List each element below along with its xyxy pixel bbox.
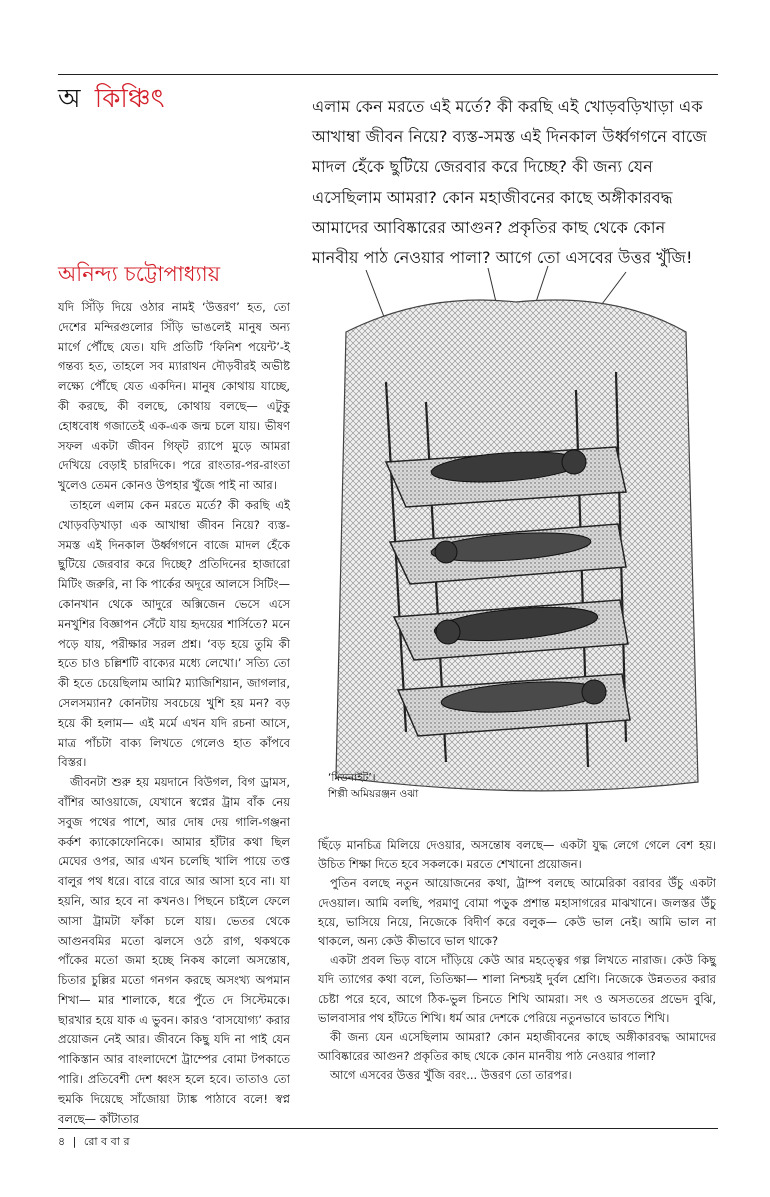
body-column-right — [318, 836, 716, 1086]
body-paragraph: আগে এসবের উত্তর খুঁজি বরং... উত্তরণ তো তারপর। — [330, 1068, 572, 1083]
body-paragraph: জীবনটা শুরু হয় ময়দানে বিউগল, বিগ ড্রামস, বাঁশির আওয়াজে, যেখানে স্বপ্নের ট্রাম বাঁক নেয় সবুজ পথের পাশে, আর দোষ দেয় গালি-গঞ্জনা কর্কশ ক্যাকোফোনিকে। আমার হাঁটার কথা ছিল মেঘের ওপর, আর এখন চলেছি খালি পায়ে তপ্ত বালুর পথ ধরে। বারে বারে আর আসা হবে না। যা হয়নি, আর হবে না কখনও। পিছনে চাইলে ফেলে আসা ট্রামটা ফাঁকা চলে যায়। ভেতর থেকে আগুনবমির মতো ঝলসে ওঠে রাগ, থকথকে পাঁকের মতো জমা হচ্ছে নিকষ কালো অসন্তোষ, চিতার চুল্লির মতো গনগন করছে অসংখ্য অপমান শিখা— মার শালাকে, ধরে পুঁতে দে সিস্টেমকে। ছারখার হয়ে যাক এ ভুবন। কারও ‘বাসযোগ্য’ করার প্রয়োজন নেই আর। জীবনে কিছু যদি না পাই যেন পাকিস্তান আর বাংলাদেশে ট্রাম্পের বোমা টপকাতে পারি। প্রতিবেশী দেশ ধ্বংস হলে হবে। তাতাও তো হুমকি দিয়েছে সাঁজোয়া ট্যাঙ্ক পাঠাবে বলে! স্বপ্ন বলছে— কাঁটাতার — [58, 775, 290, 1126]
page-footer — [58, 1134, 130, 1150]
body-paragraph: কী জন্য যেন এসেছিলাম আমরা? কোন মহাজীবনের কাছে অঙ্গীকারবদ্ধ আমাদের আবিষ্কারের আগুন? প্রকৃতির কাছ থেকে কোন মানবীয় পাঠ নেওয়ার পালা? — [318, 1030, 716, 1064]
column-title-name: কিঞ্চিৎ — [94, 84, 165, 114]
body-paragraph: যদি সিঁড়ি দিয়ে ওঠার নামই ‘উত্তরণ’ হত, তো দেশের মন্দিরগুলোর সিঁড়ি ভাঙলেই মানুষ অন্য মার্গে পৌঁছে যেত। যদি প্রতিটি ‘ফিনিশ পয়েন্ট’-ই গন্তব্য হত, তাহলে সব ম্যারাথন দৌড়বীরই অভীষ্ট লক্ষ্যে পৌঁছে যেত একদিন। মানুষ কোথায় যাচ্ছে, কী করছে, কী বলছে, কোথায় বলছে— এটুকু হোধবোধ গজাতেই এক-এক জন্ম চলে যায়। ভীষণ সফল একটা জীবন গিফ্‌ট র‍্যাপে মুড়ে আমরা দেখিয়ে বেড়াই চারদিকে। পরে রাংতার-পর-রাংতা খুলেও তেমন কোনও উপহার খুঁজে পাই না আর। — [58, 300, 290, 493]
body-paragraph: একটা প্রবল ভিড় বাসে দাঁড়িয়ে কেউ আর মহত্ত্বের গল্প লিখতে নারাজ। কেউ কিছু যদি ত্যাগের কথা বলে, তিতিক্ষা— শালা নিশ্চয়ই দুর্বল শ্রেণি। নিজেকে উন্নততর করার চেষ্টা পরে হবে, আগে ঠিক-ভুল চিনতে শিখি আমরা। সৎ ও অসততের প্রভেদ বুঝি, ভালবাসার পথ হাঁটতে শিখি। ধর্ম আর দেশকে পেরিয়ে নতুনভাবে ভাবতে শিখি। — [318, 953, 716, 1025]
body-paragraph: ছিঁড়ে মানচিত্র মিলিয়ে দেওয়ার, অসন্তোষ বলছে— একটা যুদ্ধ লেগে গেলে বেশ হয়। উচিত শিক্ষা দিতে হবে সকলকে। মরতে শেখানো প্রয়োজন। — [318, 838, 716, 872]
artwork-artist: শিল্পী অমিয়রঞ্জন ওঝা — [328, 788, 419, 800]
column-title-prefix: অ — [58, 84, 81, 114]
pull-quote-line: মানবীয় পাঠ নেওয়ার পালা? আগে তো এসবের উত্তর খুঁজি! — [312, 248, 693, 268]
pull-quote-line: মাদল হেঁকে ছুটিয়ে জেরবার করে দিচ্ছে? কী জন্য যেন — [312, 157, 653, 177]
section-name: রো ব বা র — [83, 1135, 130, 1148]
pull-quote-line: এলাম কেন মরতে এই মর্তে? কী করছি এই খোড়বড়িখাড়া এক — [312, 97, 703, 116]
body-column-left — [58, 298, 290, 1129]
pull-quote-line: আমাদের আবিষ্কারের আগুন? প্রকৃতির কাছ থেকে কোন — [312, 217, 666, 237]
footer-rule — [58, 1128, 718, 1129]
artwork-title: ‘মিডনাইট’। — [328, 772, 376, 784]
footer-separator: | — [72, 1135, 77, 1148]
artwork-caption — [328, 770, 418, 802]
body-paragraph: তাহলে এলাম কেন মরতে মর্তে? কী করছি এই খোড়বড়িখাড়া এক আখাম্বা জীবন নিয়ে? ব্যস্ত-সমস্ত এই দিনকাল উর্ধ্বগগনে বাজে মাদল হেঁকে ছুটিয়ে জেরবার করে দিচ্ছে? প্রতিদিনের হাজারো মিটিং জরুরি, না কি পার্কের অদূরে আলসে সিটিং— কোনখান থেকে আদুরে অক্সিজেন ভেসে এসে মনখুশির বিজ্ঞাপন সেঁটে যায় হৃদয়ের শার্সিতে? মনে পড়ে যায়, পরীক্ষার সরল প্রশ্ন। ‘বড় হয়ে তুমি কী হতে চাও চল্লিশটি বাক্যের মধ্যে লেখো।’ সত্যি তো কী হতে চেয়েছিলাম আমি? ম্যাজিশিয়ান, জাগলার, সেলসম্যান? কোনটায় সবচেয়ে খুশি হয় মন? বড় হয়ে কী হলাম— এই মর্মে এখন যদি রচনা আসে, মাত্র পাঁচটা বাক্য লিখতে গেলেও হাত কাঁপবে বিস্তর। — [58, 497, 290, 770]
column-title — [58, 82, 164, 116]
top-rule — [58, 74, 718, 75]
page-number: ৪ — [58, 1135, 66, 1148]
artwork-illustration — [326, 262, 708, 802]
author-name: অনিন্দ্য চট্টোপাধ্যায় — [58, 262, 221, 286]
pull-quote-line: আখাম্বা জীবন নিয়ে? ব্যস্ত-সমস্ত এই দিনকাল উর্ধ্বগগনে বাজে — [312, 127, 707, 147]
pull-quote — [312, 92, 718, 273]
body-paragraph: পুতিন বলছে নতুন আয়োজনের কথা, ট্রাম্প বলছে আমেরিকা বরাবর উঁচু একটা দেওয়াল। আমি বলছি, পরমাণু বোমা পড়ুক প্রশান্ত মহাসাগরের মাঝখানে। জলস্তর উঁচু হয়ে, ভাসিয়ে নিয়ে, নিজেকে বিদীর্ণ করে বলুক— কেউ ভাল নেই। আমি ভাল না থাকলে, অন্য কেউ কীভাবে ভাল থাকে? — [318, 876, 716, 949]
pull-quote-line: এসেছিলাম আমরা? কোন মহাজীবনের কাছে অঙ্গীকারবদ্ধ — [312, 187, 673, 207]
